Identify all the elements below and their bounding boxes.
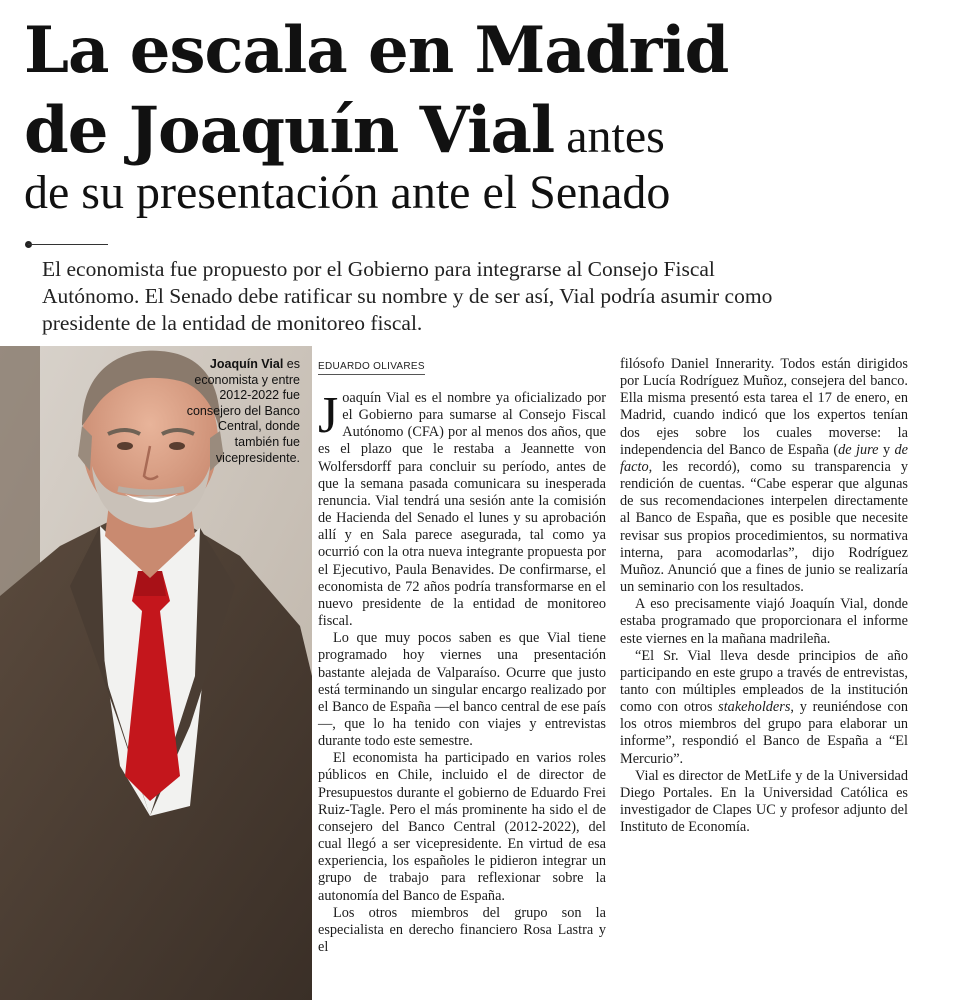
italic-term: stakeholders xyxy=(718,699,791,716)
article-paragraph: El economista ha participado en varios roles públicos en Chile, incluido el de director de Presupuestos durante el gobierno de Eduardo Frei Ruiz-Tagle. Pero el más prominente ha sido el de consejero del Banco Central (2012-2022), del cual llegó a ser vicepresidente. En virtud de esa experiencia, los españoles le pidieron integrar un grupo de trabajo para reflexionar sobre la autonomía del Banco de España. xyxy=(318,750,606,904)
article-paragraph xyxy=(318,387,606,630)
caption-text: es economista y entre 2012-2022 fue consejero del Banco Central, donde también fue vicepresidente. xyxy=(186,357,300,465)
headline-divider xyxy=(28,244,108,245)
photo-caption xyxy=(186,357,300,466)
article-paragraph xyxy=(620,648,908,768)
italic-term: de jure xyxy=(838,441,879,458)
paragraph-text: oaquín Vial es el nombre ya oficializado por el Gobierno para sumarse al Consejo Fiscal Autónomo (CFA) por al menos dos años, que es el plazo que le restaba a Jeannette von Wolfersdorff para concluir su período, antes de que la semana pasada comunicara su inesperada renuncia. Vial tendrá una sesión ante la comisión de Hacienda del Senado el lunes y su aprobación allí y en Sala parece asegurada, tal como ya ocurrió con la otra nueva integrante propuesta por el Ejecutivo, Paula Benavides. De confirmarse, el economista de 72 años podría transformarse en el nuevo presidente de la entidad de monitoreo fiscal. xyxy=(318,390,606,630)
article-column-1 xyxy=(318,387,606,956)
paragraph-text: y xyxy=(878,441,895,458)
headline-line-1: La escala en Madrid xyxy=(24,13,729,88)
article-paragraph: Lo que muy pocos saben es que Vial tiene programado hoy viernes una presentación bastante alejada de Valparaíso. Ocurre que justo está terminando un singular encargo realizado por el Banco de España —el banco central de ese país—, que lo ha tenido con viajes y entrevistas durante todo este semestre. xyxy=(318,630,606,750)
drop-cap: J xyxy=(318,387,339,444)
article-paragraph xyxy=(620,356,908,596)
paragraph-text: , y reuniéndose con los otros miembros del grupo para elaborar un informe”, respondió el Banco de España a “El Mercurio”. xyxy=(620,699,908,767)
byline: EDUARDO OLIVARES xyxy=(318,361,425,375)
italic-term: de facto xyxy=(620,441,908,475)
article-paragraph: Vial es director de MetLife y de la Universidad Diego Portales. En la Universidad Católica es investigador de Clapes UC y profesor adjunto del Instituto de Economía. xyxy=(620,767,908,836)
lede-paragraph: El economista fue propuesto por el Gobierno para integrarse al Consejo Fiscal Autónomo. El Senado debe ratificar su nombre y de ser así, Vial podría asumir como presidente de la entidad de monitoreo fiscal. xyxy=(42,257,773,335)
article-column-2 xyxy=(620,356,908,836)
headline-light-part: antes xyxy=(554,110,665,163)
paragraph-text: “El Sr. Vial lleva desde principios de año participando en este grupo a través de entrevistas, tanto con múltiples empleados de la institución como con otros xyxy=(620,647,908,716)
headline-bold-part: de Joaquín Vial xyxy=(24,93,555,168)
paragraph-text: , les recordó), como su transparencia y rendición de cuentas. “Cabe esperar que algunas de sus recomendaciones interpelen directamente al Banco de España, que es posible que necesite revisar sus propios procedimientos, su normativa interna, para acomodarlas”, dijo Rodríguez Muñoz. Anunció que a fines de junio se realizaría un seminario con los resultados. xyxy=(620,458,908,596)
caption-name: Joaquín Vial xyxy=(209,357,284,371)
article-paragraph: A eso precisamente viajó Joaquín Vial, donde estaba programado que proporcionara el informe este viernes en la mañana madrileña. xyxy=(620,596,908,647)
article-paragraph: Los otros miembros del grupo son la especialista en derecho financiero Rosa Lastra y el xyxy=(318,904,606,955)
headline-line-3: de su presentación ante el Senado xyxy=(24,166,671,219)
paragraph-text: filósofo Daniel Innerarity. Todos están dirigidos por Lucía Rodríguez Muñoz, consejera del banco. Ella misma presentó esta tarea el 17 de enero, en Madrid, cuando indicó que los expertos tenían dos ejes sobre los cuales moverse: la independencia del Banco de España ( xyxy=(620,356,908,458)
